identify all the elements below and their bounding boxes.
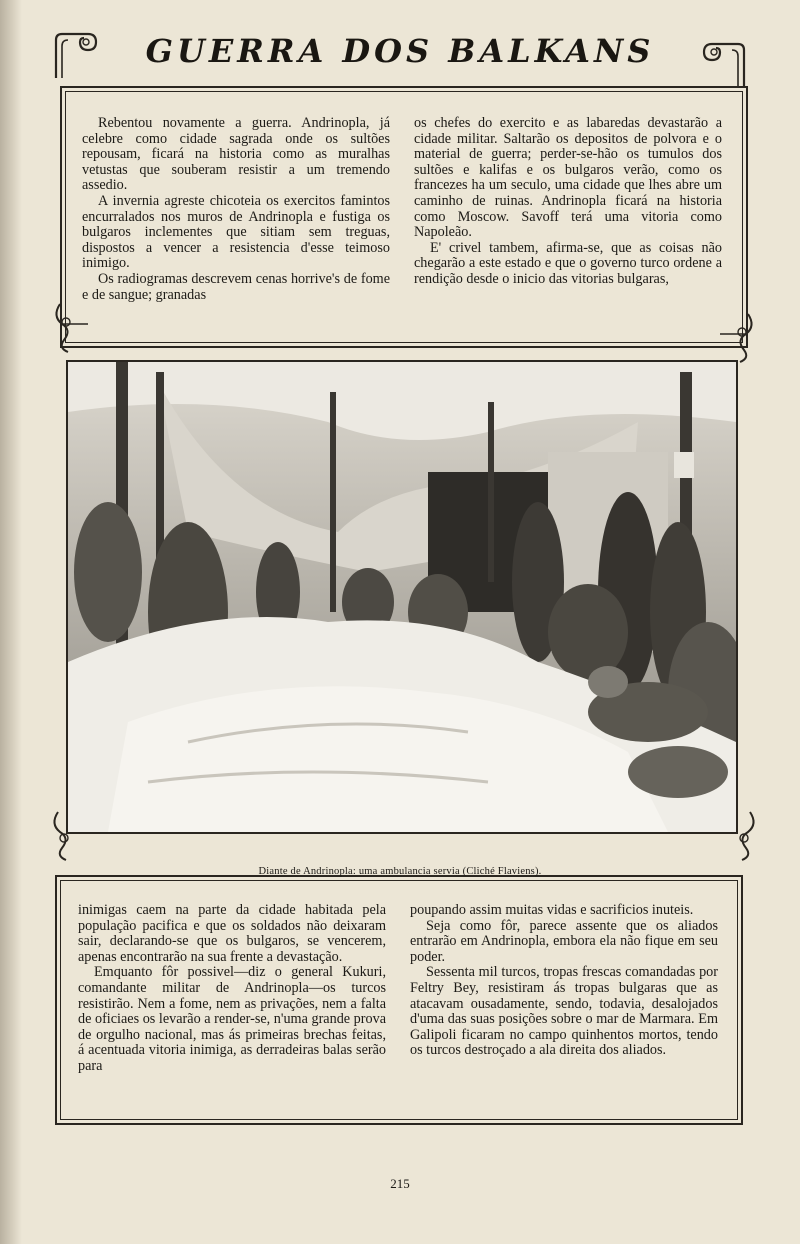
photo-caption: Diante de Andrinopla: uma ambulancia servia (Cliché Flaviens).: [258, 866, 542, 877]
side-flourish-icon: [48, 300, 102, 354]
corner-flourish-icon: [48, 28, 102, 82]
paragraph: Emquanto fôr possivel—diz o general Kukuri, comandante militar de Andrinopla—os turcos resistirão. Nem a fome, nem as privações, nem a falta de oficiaes os levarão a render-se, n'uma grande prova de orgulho nacional, mas ás primeiras brechas feitas, á acentuada vitoria inimiga, as derradeiras balas serão para: [78, 964, 386, 1074]
paragraph: Os radiogramas descrevem cenas horrive's de fome e de sangue; granadas: [82, 270, 390, 303]
corner-flourish-icon: [698, 38, 752, 92]
paragraph: inimigas caem na parte da cidade habitada pela população pacifica e que os soldados não deixaram sair, declarando-se que os bulgaros, se vencerem, apenas encontrarão na sua frente a devastação.: [78, 902, 386, 965]
side-flourish-icon: [706, 310, 760, 364]
paragraph: A invernia agreste chicoteia os exercitos famintos encurralados nos muros de Andrinopla e fustiga os bulgaros inclementes que sitiam sem treguas, dispostos a vencer a resistencia d'esse teimoso inimigo.: [82, 192, 390, 272]
paragraph: Seja como fôr, parece assente que os aliados entrarão em Andrinopla, embora ela não fique em seu poder.: [410, 917, 718, 965]
top-left-column: [82, 116, 390, 303]
bottom-right-column: [410, 903, 718, 1059]
paragraph: Sessenta mil turcos, tropas frescas comandadas por Feltry Bey, resistiram ás tropas bulgaras que as atacavam ousadamente, sendo, todavia, desalojados d'uma das suas posições sobre o mar de Marmara. Em Galipoli ficaram no campo quinhentos mortos, tendo os turcos destroçado a ala direita dos aliados.: [410, 964, 718, 1059]
paragraph: os chefes do exercito e as labaredas devastarão a cidade militar. Saltarão os depositos de polvora e o material de guerra; perder-se-hão os tumulos dos sultões e kalifas e os bulgaros verão, como os francezes ha um seculo, uma cidade que lhes abre um caminho de ruinas. Andrinopla ficará na historia como Moscow. Savoff terá uma vitoria como Napoleão.: [414, 115, 722, 241]
field-hospital-photo-icon: [68, 362, 736, 832]
photo: [66, 360, 738, 834]
top-right-column: [414, 116, 722, 288]
paragraph: poupando assim muitas vidas e sacrificios inuteis.: [410, 902, 694, 918]
bottom-left-column: [78, 903, 386, 1075]
paragraph: E' crivel tambem, afirma-se, que as coisas não chegarão a este estado e que o governo turco ordene a rendição desde o inicio das vitorias bulgaras,: [414, 239, 722, 287]
paragraph: Rebentou novamente a guerra. Andrinopla, já celebre como cidade sagrada onde os sultões repousam, ficará na historia como as muralhas vetustas que souberam resistir a um tremendo assedio.: [82, 115, 390, 194]
page-number: 215: [390, 1176, 410, 1191]
page-title: GUERRA DOS BALKANS: [145, 32, 655, 70]
book-gutter: [0, 0, 22, 1244]
